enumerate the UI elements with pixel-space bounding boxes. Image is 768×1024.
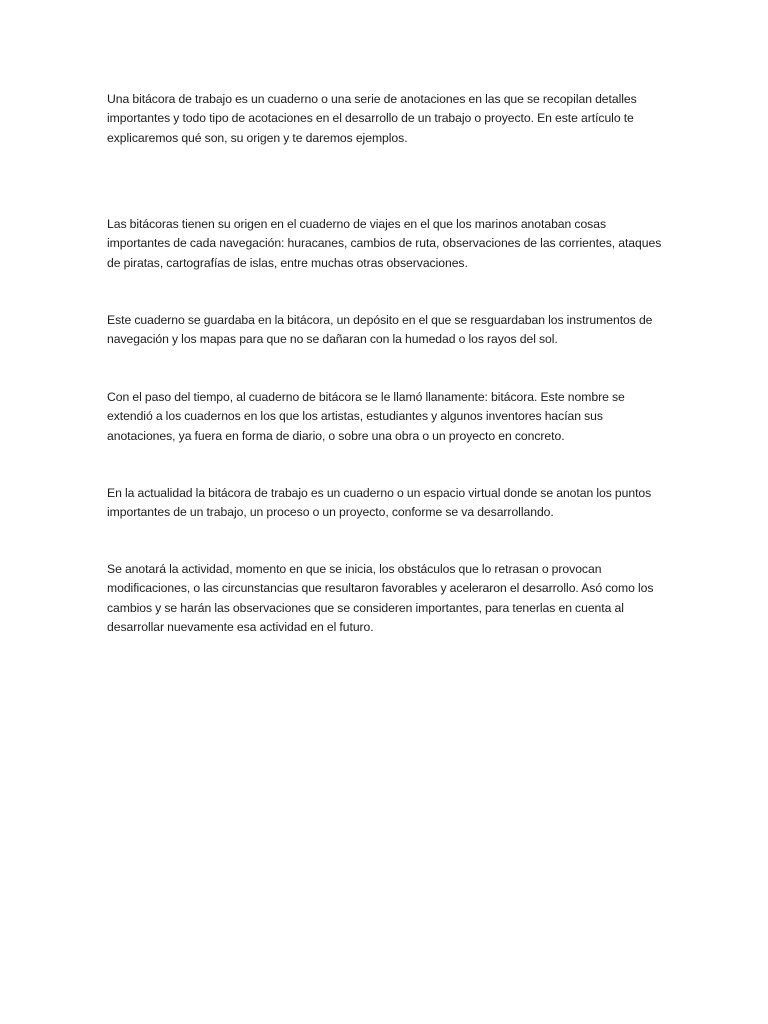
paragraph-storage: Este cuaderno se guardaba en la bitácora, un depósito en el que se resguardaban los instrumentos de navegación y los mapas para que no se dañaran con la humedad o los rayos del sol. [107, 313, 653, 347]
paragraph-contents: Se anotará la actividad, momento en que se inicia, los obstáculos que lo retrasan o provocan modificaciones, o las circunstancias que resultaron favorables y aceleraron el desarrollo. Asó como los cambios y se harán las observaciones que se consideren importantes, para tenerlas en cuenta al desarrollar nuevamente esa actividad en el futuro. [107, 562, 654, 635]
paragraph-history: Con el paso del tiempo, al cuaderno de bitácora se le llamó llanamente: bitácora. Este nombre se extendió a los cuadernos en los que los artistas, estudiantes y algunos inventores hacían sus anotaciones, ya fuera en forma de diario, o sobre una obra o un proyecto en concreto. [107, 390, 625, 443]
paragraph-intro: Una bitácora de trabajo es un cuaderno o una serie de anotaciones en las que se recopilan detalles importantes y todo tipo de acotaciones en el desarrollo de un trabajo o proyecto. En este artículo te explicaremos qué son, su origen y te daremos ejemplos. [107, 92, 637, 145]
paragraph-present: En la actualidad la bitácora de trabajo es un cuaderno o un espacio virtual donde se anotan los puntos importantes de un trabajo, un proceso o un proyecto, conforme se va desarrollando. [107, 486, 652, 520]
paragraph-origin: Las bitácoras tienen su origen en el cuaderno de viajes en el que los marinos anotaban cosas importantes de cada navegación: huracanes, cambios de ruta, observaciones de las corrientes, ataques de piratas, cartografías de islas, entre muchas otras observaciones. [107, 217, 662, 270]
